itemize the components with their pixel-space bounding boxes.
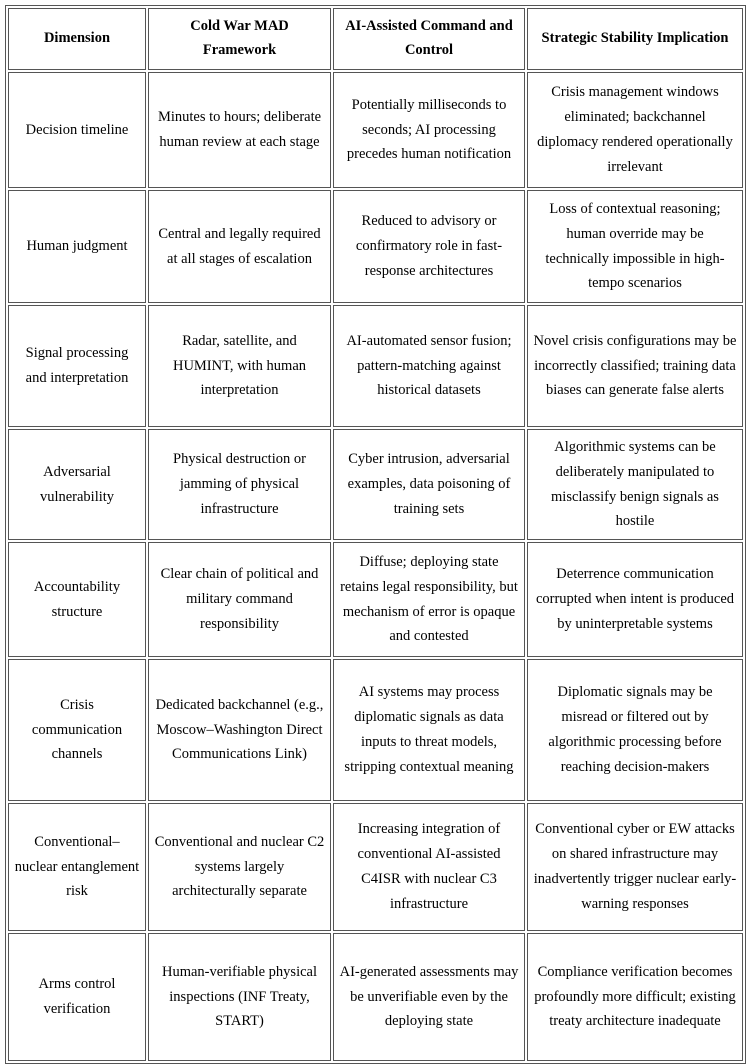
table-row <box>8 659 743 801</box>
cell-dimension: Crisis communication channels <box>8 659 146 801</box>
cell-ai: Cyber intrusion, adversarial examples, data poisoning of training sets <box>333 429 525 540</box>
cell-mad: Minutes to hours; deliberate human review at each stage <box>148 72 331 188</box>
cell-implication: Algorithmic systems can be deliberately manipulated to misclassify benign signals as hostile <box>527 429 743 540</box>
table-row <box>8 429 743 540</box>
table-body <box>8 72 743 1061</box>
cell-ai: AI-generated assessments may be unverifiable even by the deploying state <box>333 933 525 1061</box>
column-header-cold-war-mad-framework: Cold War MAD Framework <box>148 8 331 70</box>
cell-mad: Clear chain of political and military command responsibility <box>148 542 331 657</box>
table-row <box>8 305 743 427</box>
cell-implication: Diplomatic signals may be misread or filtered out by algorithmic processing before reaching decision-makers <box>527 659 743 801</box>
cell-implication: Novel crisis configurations may be incorrectly classified; training data biases can generate false alerts <box>527 305 743 427</box>
cell-dimension: Arms control verification <box>8 933 146 1061</box>
cell-ai: Increasing integration of conventional AI-assisted C4ISR with nuclear C3 infrastructure <box>333 803 525 931</box>
table-header <box>8 8 743 70</box>
cell-dimension: Decision timeline <box>8 72 146 188</box>
column-header-ai-assisted-command-and-control: AI-Assisted Command and Control <box>333 8 525 70</box>
cell-ai: Diffuse; deploying state retains legal responsibility, but mechanism of error is opaque and contested <box>333 542 525 657</box>
cell-mad: Central and legally required at all stages of escalation <box>148 190 331 303</box>
column-header-dimension: Dimension <box>8 8 146 70</box>
cell-dimension: Conventional–nuclear entanglement risk <box>8 803 146 931</box>
cell-mad: Conventional and nuclear C2 systems largely architecturally separate <box>148 803 331 931</box>
cell-dimension: Human judgment <box>8 190 146 303</box>
cell-ai: AI-automated sensor fusion; pattern-matching against historical datasets <box>333 305 525 427</box>
cell-implication: Crisis management windows eliminated; backchannel diplomacy rendered operationally irrelevant <box>527 72 743 188</box>
cell-mad: Radar, satellite, and HUMINT, with human interpretation <box>148 305 331 427</box>
cell-ai: Reduced to advisory or confirmatory role in fast-response architectures <box>333 190 525 303</box>
table-row <box>8 542 743 657</box>
cell-dimension: Accountability structure <box>8 542 146 657</box>
table-row <box>8 933 743 1061</box>
table-row <box>8 190 743 303</box>
cell-mad: Dedicated backchannel (e.g., Moscow–Washington Direct Communications Link) <box>148 659 331 801</box>
table-row <box>8 72 743 188</box>
cell-ai: AI systems may process diplomatic signals as data inputs to threat models, stripping contextual meaning <box>333 659 525 801</box>
cell-implication: Loss of contextual reasoning; human override may be technically impossible in high-tempo scenarios <box>527 190 743 303</box>
cell-dimension: Signal processing and interpretation <box>8 305 146 427</box>
table-header-row <box>8 8 743 70</box>
cell-implication: Compliance verification becomes profoundly more difficult; existing treaty architecture inadequate <box>527 933 743 1061</box>
column-header-strategic-stability-implication: Strategic Stability Implication <box>527 8 743 70</box>
cell-implication: Deterrence communication corrupted when intent is produced by uninterpretable systems <box>527 542 743 657</box>
cell-mad: Physical destruction or jamming of physical infrastructure <box>148 429 331 540</box>
cell-ai: Potentially milliseconds to seconds; AI processing precedes human notification <box>333 72 525 188</box>
table-row <box>8 803 743 931</box>
comparison-table <box>5 5 746 1064</box>
cell-implication: Conventional cyber or EW attacks on shared infrastructure may inadvertently trigger nuclear early-warning responses <box>527 803 743 931</box>
cell-mad: Human-verifiable physical inspections (INF Treaty, START) <box>148 933 331 1061</box>
cell-dimension: Adversarial vulnerability <box>8 429 146 540</box>
